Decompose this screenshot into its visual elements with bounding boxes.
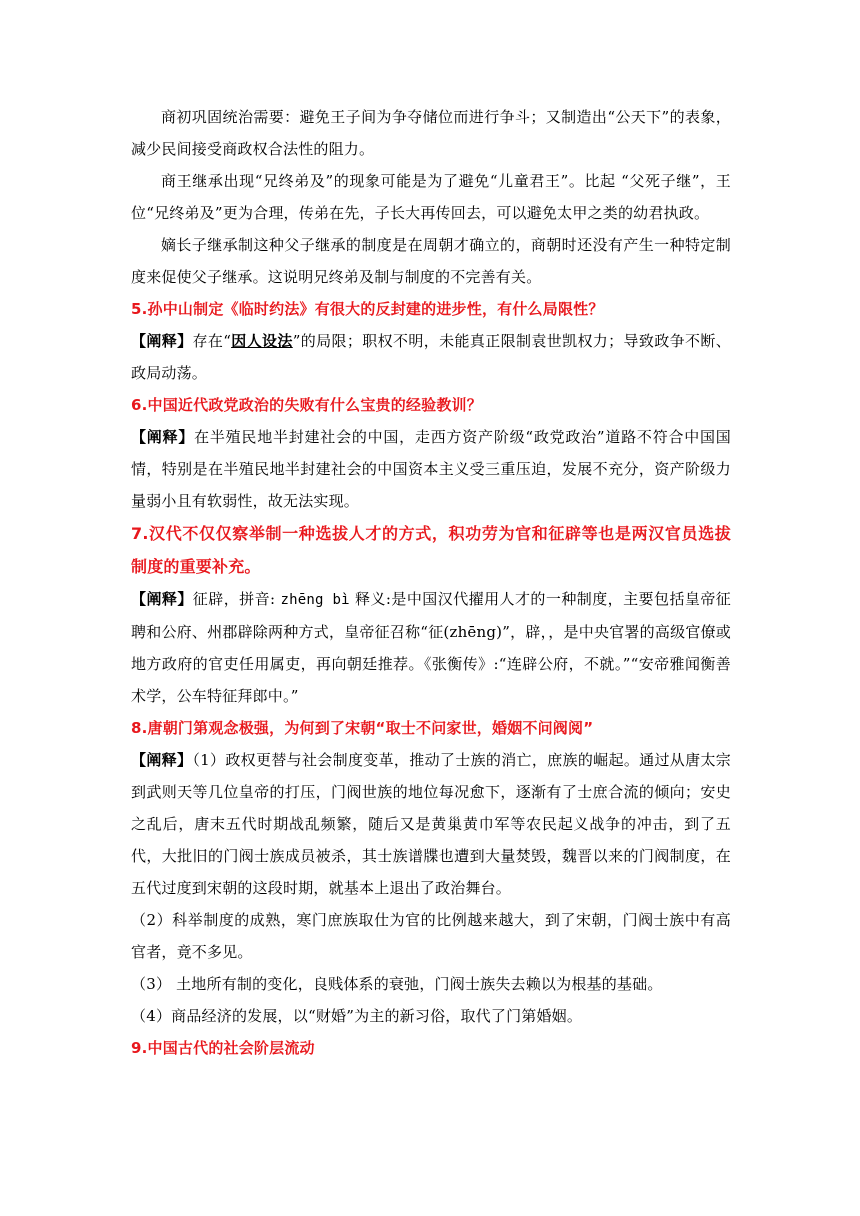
answer-text-intro: 征辟，拼音: xyxy=(192,590,281,608)
answer-label: 【阐释】 xyxy=(131,590,193,608)
question-5-answer xyxy=(131,325,731,389)
answer-label: 【阐释】 xyxy=(131,428,195,446)
paragraph-brother-succession: 商王继承出现“兄终弟及”的现象可能是为了避免“儿童君王”。比起 “父死子继”，王位“兄终弟及”更为合理，传弟在先，子长大再传回去，可以避免太甲之类的幼君执政。 xyxy=(131,172,731,222)
answer-item-3: （3） 土地所有制的变化，良贱体系的衰弛，门阀士族失去赖以为根基的基础。 xyxy=(131,975,663,993)
answer-text-body: 释义:是中国汉代擢用人才的一种制度，主要包括皇帝征聘和公府、州郡辟除两种方式，皇帝征召称“征(zhēng)”，辟，，是中央官署的高级官僚或地方政府的官吏任用属吏，再向朝廷推荐。《张衡传》:“连辟公府，不就。”“安帝雅闻衡善术学，公车特征拜郎中。” xyxy=(131,590,731,705)
pinyin-text: zhēng bì xyxy=(280,592,350,608)
answer-text-post: ”的局限；职权不明，未能真正限制袁世凯权力；导致政争不断、政局动荡。 xyxy=(131,332,731,382)
question-6-title: 6.中国近代政党政治的失败有什么宝贵的经验教训？ xyxy=(131,396,482,414)
question-9-title: 9.中国古代的社会阶层流动 xyxy=(131,1039,315,1057)
question-6-answer xyxy=(131,421,731,517)
answer-item-1: （1）政权更替与社会制度变革，推动了士族的消亡，庶族的崛起。通过从唐太宗到武则天等几位皇帝的打压，门阀世族的地位每况愈下，逐渐有了士庶合流的倾向；安史之乱后，唐末五代时期战乱频繁，随后又是黄巢黄巾军等农民起义战争的冲击，到了五代，大批旧的门阀士族成员被杀，其士族谱牒也遭到大量焚毁，魏晋以来的门阀制度，在五代过度到宋朝的这段时期，就基本上退出了政治舞台。 xyxy=(131,751,731,897)
document-page xyxy=(131,101,731,1064)
question-7-answer xyxy=(131,583,731,712)
answer-label: 【阐释】 xyxy=(131,332,193,350)
question-8-title: 8.唐朝门第观念极强，为何到了宋朝“取士不问家世，婚姻不问阀阅” xyxy=(131,719,594,737)
question-7-title: 7.汉代不仅仅察举制一种选拔人才的方式，积功劳为官和征辟等也是两汉官员选拔制度的重要补充。 xyxy=(131,524,731,576)
answer-text-pre: 存在“ xyxy=(192,332,232,350)
question-8-answer xyxy=(131,744,731,904)
paragraph-shang-consolidation: 商初巩固统治需要：避免王子间为争夺储位而进行争斗；又制造出“公天下”的表象，减少民间接受商政权合法性的阻力。 xyxy=(131,108,731,158)
underlined-term: 因人设法 xyxy=(231,332,293,350)
answer-item-4: （4）商品经济的发展，以“财婚”为主的新习俗，取代了门第婚姻。 xyxy=(131,1007,583,1025)
answer-item-2: （2）科举制度的成熟，寒门庶族取仕为官的比例越来越大，到了宋朝，门阀士族中有高官者，竟不多见。 xyxy=(131,911,731,961)
question-5-title: 5.孙中山制定《临时约法》有很大的反封建的进步性，有什么局限性？ xyxy=(131,300,604,318)
answer-label: 【阐释】 xyxy=(131,751,193,769)
answer-text: 在半殖民地半封建社会的中国，走西方资产阶级“政党政治”道路不符合中国国情，特别是在半殖民地半封建社会的中国资本主义受三重压迫，发展不充分，资产阶级力量弱小且有软弱性，故无法实现。 xyxy=(131,428,731,510)
paragraph-primogeniture: 嫡长子继承制这种父子继承的制度是在周朝才确立的，商朝时还没有产生一种特定制度来促使父子继承。这说明兄终弟及制与制度的不完善有关。 xyxy=(131,236,731,286)
